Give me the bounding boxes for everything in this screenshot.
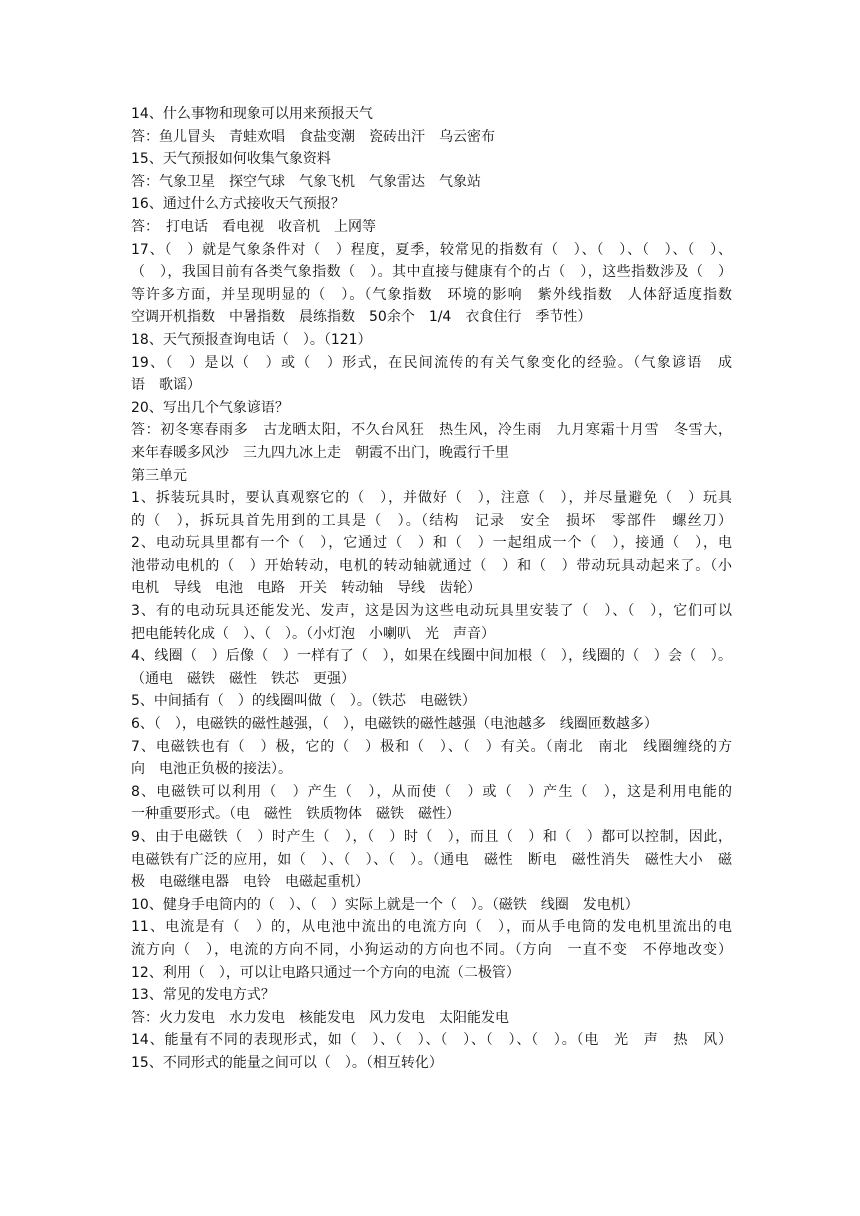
text-line: 极 电磁继电器 电铃 电磁起重机）	[131, 874, 369, 891]
text-line: 一种重要形式。（电 磁性 铁质物体 磁铁 磁性）	[131, 806, 460, 823]
text-line: 答：火力发电 水力发电 核能发电 风力发电 太阳能发电	[131, 1009, 509, 1026]
text-line: 空调开机指数 中暑指数 晨练指数 50余个 1/4 衣食住行 季节性）	[131, 309, 592, 326]
text-line: 4、线圈（ ）后像（ ）一样有了（ ），如果在线圈中间加根（ ），线圈的（ ）会（ ）。	[131, 648, 732, 665]
text-line: 11、电流是有（ ）的，从电池中流出的电流方向（ ），而从手电筒的发电机里流出的电	[131, 919, 732, 936]
text-line: 来年春暖多风沙 三九四九冰上走 朝霞不出门，晚霞行千里	[131, 444, 509, 461]
text-line: 9、由于电磁铁（ ）时产生（ ），（ ）时（ ），而且（ ）和（ ）都可以控制，因此，	[131, 829, 732, 845]
text-line: 12、利用（ ），可以让电路只通过一个方向的电流（二极管）	[131, 964, 520, 981]
text-line: 答：气象卫星 探空气球 气象飞机 气象雷达 气象站	[131, 173, 481, 190]
text-line: 答：初冬寒春雨多 古龙晒太阳，不久台风狂 热生风，冷生雨 九月寒霜十月雪 冬雪大，	[131, 422, 732, 439]
text-line: 18、天气预报查询电话（ ）。（121）	[131, 331, 372, 348]
text-line: （通电 磁铁 磁性 铁芯 更强）	[131, 670, 355, 687]
text-line: 电机 导线 电池 电路 开关 转动轴 导线 齿轮）	[131, 580, 481, 597]
text-line: 1、拆装玩具时，要认真观察它的（ ），并做好（ ），注意（ ），并尽量避免（ ）玩具	[131, 490, 732, 507]
text-line: 14、什么事物和现象可以用来预报天气	[131, 106, 373, 122]
text-line: 向 电池正负极的接法）。	[131, 761, 292, 778]
text-line: 15、天气预报如何收集气象资料	[131, 151, 331, 168]
text-line: 10、健身手电筒内的（ ）、（ ）实际上就是一个（ ）。（磁铁 线圈 发电机）	[131, 896, 639, 913]
text-line: 13、常见的发电方式？	[131, 987, 275, 1004]
text-line: 把电能转化成（ ）、（ ）。（小灯泡 小喇叭 光 声音）	[131, 625, 495, 642]
text-line: 17、（ ）就是气象条件对（ ）程度，夏季，较常见的指数有（ ）、（ ）、（ ）、（ ）、	[131, 241, 732, 258]
text-line: 答： 打电话 看电视 收音机 上网等	[131, 218, 376, 235]
text-line: 7、电磁铁也有（ ）极，它的（ ）极和（ ）、（ ）有关。（南北 南北 线圈缠绕的方	[131, 738, 732, 755]
text-line: 8、电磁铁可以利用（ ）产生（ ），从而使（ ）或（ ）产生（ ），这是利用电能的	[131, 783, 732, 800]
text-line: 等许多方面，并呈现明显的（ ）。（气象指数 环境的影响 紫外线指数 人体舒适度指数	[131, 286, 732, 303]
text-line: 3、有的电动玩具还能发光、发声，这是因为这些电动玩具里安装了（ ）、（ ），它们可以	[131, 603, 732, 620]
text-line: 电磁铁有广泛的应用，如（ ）、（ ）、（ ）。（通电 磁性 断电 磁性消失 磁性大小 磁	[131, 851, 732, 868]
text-line: 2、电动玩具里都有一个（ ），它通过（ ）和（ ）一起组成一个（ ），接通（ ），电	[131, 535, 732, 552]
text-line: 语 歌谣）	[131, 377, 201, 394]
text-line: 答：鱼儿冒头 青蛙欢唱 食盐变潮 瓷砖出汗 乌云密布	[131, 128, 495, 145]
text-line: （ ），我国目前有各类气象指数（ ）。其中直接与健康有个的占（ ），这些指数涉及（ ）	[131, 264, 732, 281]
text-line: 的（ ），拆玩具首先用到的工具是（ ）。（结构 记录 安全 损坏 零部件 螺丝刀）	[131, 512, 732, 529]
text-line: 19、（ ）是以（ ）或（ ）形式，在民间流传的有关气象变化的经验。（气象谚语 成	[131, 354, 732, 371]
text-line: 5、中间插有（ ）的线圈叫做（ ）。（铁芯 电磁铁）	[131, 693, 476, 710]
text-line: 20、写出几个气象谚语？	[131, 399, 289, 416]
text-line: 第三单元	[131, 467, 187, 484]
text-line: 16、通过什么方式接收天气预报？	[131, 196, 345, 213]
text-line: 流方向（ ），电流的方向不同，小狗运动的方向也不同。（方向 一直不变 不停地改变）	[131, 941, 732, 958]
text-line: 14、能量有不同的表现形式，如（ ）、（ ）、（ ）、（ ）、（ ）。（电 光 声 热 风）	[131, 1032, 732, 1049]
text-line: 6、（ ），电磁铁的磁性越强，（ ），电磁铁的磁性越强（电池越多 线圈匝数越多）	[131, 716, 658, 733]
text-line: 池带动电机的（ ）开始转动，电机的转动轴就通过（ ）和（ ）带动玩具动起来了。（小	[131, 557, 732, 574]
text-line: 15、不同形式的能量之间可以（ ）。（相互转化）	[131, 1054, 443, 1071]
